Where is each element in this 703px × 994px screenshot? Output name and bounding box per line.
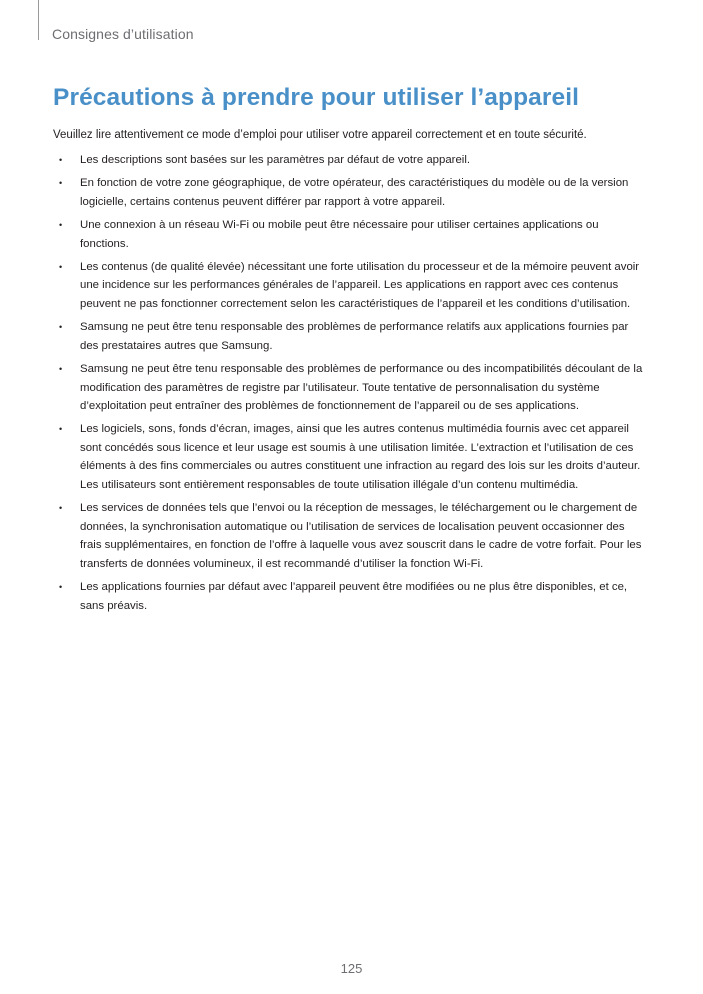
list-item xyxy=(53,360,643,416)
header-divider xyxy=(38,0,39,40)
list-item-text: Les descriptions sont basées sur les paramètres par défaut de votre appareil. xyxy=(80,154,471,166)
list-item xyxy=(53,420,643,494)
list-item xyxy=(53,499,643,573)
bullet-icon: • xyxy=(59,582,63,593)
list-item xyxy=(53,216,643,253)
list-item-text: Samsung ne peut être tenu responsable des problèmes de performance relatifs aux applications fournies par des prestataires autres que Samsung. xyxy=(80,321,629,352)
bullet-icon: • xyxy=(59,322,63,333)
bullet-icon: • xyxy=(59,363,63,374)
list-item xyxy=(53,174,643,211)
list-item-text: Les contenus (de qualité élevée) nécessitant une forte utilisation du processeur et de la mémoire peuvent avoir une incidence sur les performances générales de l’appareil. Les applications en rapport avec ces contenus peuvent ne pas fonctionner correctement selon les caractéristiques de l’appareil et les conditions d’utilisation. xyxy=(80,260,640,310)
bullet-icon: • xyxy=(59,155,63,165)
section-label: Consignes d’utilisation xyxy=(52,26,194,42)
page-title: Précautions à prendre pour utiliser l’appareil xyxy=(53,84,580,111)
bullet-icon: • xyxy=(59,503,63,514)
intro-paragraph: Veuillez lire attentivement ce mode d’emploi pour utiliser votre appareil correctement et en toute sécurité. xyxy=(53,129,587,141)
list-item xyxy=(53,578,643,615)
list-item xyxy=(53,258,643,314)
list-item xyxy=(53,318,643,355)
bullet-icon: • xyxy=(59,219,63,230)
precautions-list xyxy=(53,151,643,620)
bullet-icon: • xyxy=(59,261,63,272)
list-item xyxy=(53,151,643,170)
bullet-icon: • xyxy=(59,178,63,189)
page-number: 125 xyxy=(340,961,363,976)
list-item-text: Samsung ne peut être tenu responsable des problèmes de performance ou des incompatibilités découlant de la modification des paramètres de registre par l’utilisateur. Toute tentative de personnalisation du système d’exploitation peut entraîner des problèmes de fonctionnement de l’appareil ou de ses applications. xyxy=(80,362,643,413)
list-item-text: Les services de données tels que l’envoi ou la réception de messages, le téléchargement ou le chargement de données, la synchronisation automatique ou l’utilisation de services de localisation peuvent occasionner des frais supplémentaires, en fonction de l’offre à laquelle vous avez souscrit dans le cadre de votre forfait. Pour les transferts de données volumineux, il est recommandé d’utiliser la fonction Wi-Fi. xyxy=(80,502,642,571)
list-item-text: Une connexion à un réseau Wi-Fi ou mobile peut être nécessaire pour utiliser certaines applications ou fonctions. xyxy=(80,218,599,250)
list-item-text: Les applications fournies par défaut avec l’appareil peuvent être modifiées ou ne plus être disponibles, et ce, sans préavis. xyxy=(80,581,628,612)
list-item-text: En fonction de votre zone géographique, de votre opérateur, des caractéristiques du modèle ou de la version logicielle, certains contenus peuvent différer par rapport à votre appareil. xyxy=(80,177,629,208)
bullet-icon: • xyxy=(59,424,63,435)
list-item-text: Les logiciels, sons, fonds d’écran, images, ainsi que les autres contenus multimédia fournis avec cet appareil sont concédés sous licence et leur usage est soumis à une utilisation limitée. L’extraction et l’utilisation de ces éléments à des fins commerciales ou autres constituent une infraction au regard des lois sur les droits d’auteur. Les utilisateurs sont entièrement responsables de toute utilisation illégale d’un contenu multimédia. xyxy=(80,423,641,492)
